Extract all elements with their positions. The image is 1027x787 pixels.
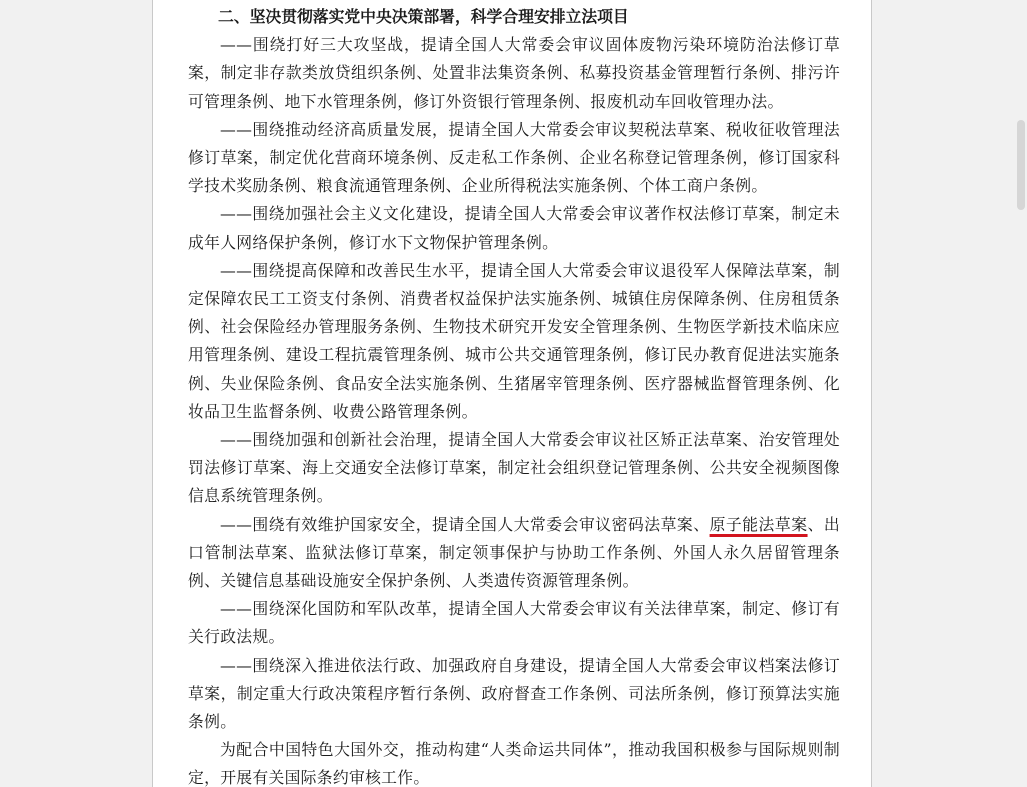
paragraph-8: ——围绕深入推进依法行政、加强政府自身建设，提请全国人大常委会审议档案法修订草案，制定重大行政决策程序暂行条例、政府督查工作条例、司法所条例，修订预算法实施条例。 <box>188 655 840 732</box>
paragraph-1: ——围绕打好三大攻坚战，提请全国人大常委会审议固体废物污染环境防治法修订草案，制定非存款类放贷组织条例、处置非法集资条例、私募投资基金管理暂行条例、排污许可管理条例、地下水管理条例，修订外资银行管理条例、报废机动车回收管理办法。 <box>188 35 840 111</box>
paragraph-6-text-before: ——围绕有效维护国家安全，提请全国人大常委会审议密码法草案、 <box>220 514 710 534</box>
paragraph-6 <box>188 511 840 596</box>
document-page <box>152 0 872 787</box>
paragraph-6-text-after: 、出口管制法草案、监狱法修订草案，制定领事保护与协助工作条例、外国人永久居留管理条例、关键信息基础设施安全保护条例、人类遗传资源管理条例。 <box>188 514 840 591</box>
section-heading: 二、坚决贯彻落实党中央决策部署，科学合理安排立法项目 <box>218 7 629 26</box>
paragraph-5: ——围绕加强和创新社会治理，提请全国人大常委会审议社区矫正法草案、治安管理处罚法修订草案、海上交通安全法修订草案，制定社会组织登记管理条例、公共安全视频图像信息系统管理条例。 <box>188 430 840 506</box>
paragraph-4: ——围绕提高保障和改善民生水平，提请全国人大常委会审议退役军人保障法草案，制定保障农民工工资支付条例、消费者权益保护法实施条例、城镇住房保障条例、住房租赁条例、社会保险经办管理服务条例、生物技术研究开发安全管理条例、生物医学新技术临床应用管理条例、建设工程抗震管理条例、城市公共交通管理条例，修订民办教育促进法实施条例、失业保险条例、食品安全法实施条例、生猪屠宰管理条例、医疗器械监督管理条例、化妆品卫生监督条例、收费公路管理条例。 <box>188 260 840 421</box>
scrollbar-thumb[interactable] <box>1017 120 1025 210</box>
document-content <box>188 3 840 787</box>
paragraph-9: 为配合中国特色大国外交，推动构建“人类命运共同体”，推动我国积极参与国际规则制定，开展有关国际条约审核工作。 <box>188 740 840 787</box>
paragraph-7: ——围绕深化国防和军队改革，提请全国人大常委会审议有关法律草案，制定、修订有关行政法规。 <box>188 599 840 647</box>
highlighted-phrase: 原子能法草案 <box>709 514 808 534</box>
paragraph-3: ——围绕加强社会主义文化建设，提请全国人大常委会审议著作权法修订草案，制定未成年人网络保护条例，修订水下文物保护管理条例。 <box>188 204 840 252</box>
paragraph-2: ——围绕推动经济高质量发展，提请全国人大常委会审议契税法草案、税收征收管理法修订草案，制定优化营商环境条例、反走私工作条例、企业名称登记管理条例，修订国家科学技术奖励条例、粮食流通管理条例、企业所得税法实施条例、个体工商户条例。 <box>188 119 840 196</box>
vertical-scrollbar[interactable] <box>1015 0 1027 787</box>
